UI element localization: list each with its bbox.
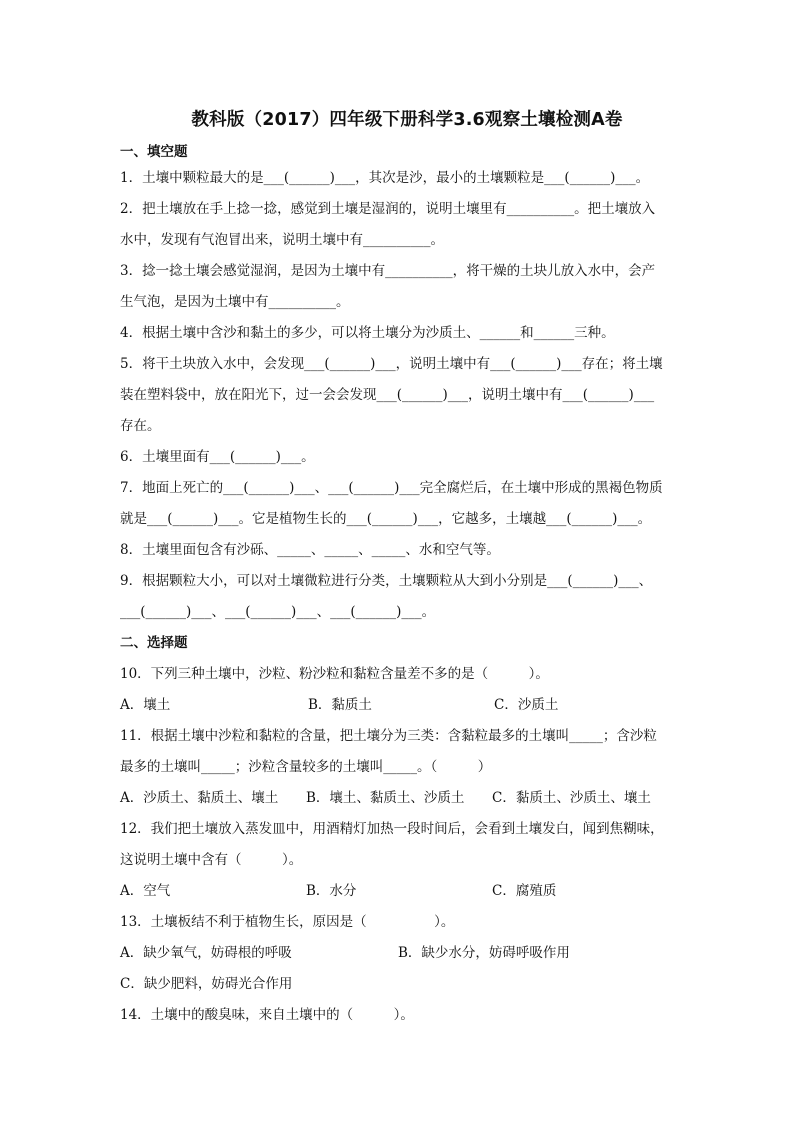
question-4: 4．根据土壤中含沙和黏土的多少，可以将土壤分为沙质土、______和______三种。 (120, 325, 615, 341)
q12-option-b: B．水分 (306, 883, 357, 899)
q12-option-a: A．空气 (120, 883, 171, 899)
question-12-line-2: 这说明土壤中含有（ ）。 (120, 852, 303, 868)
q11-option-a: A．沙质土、黏质土、壤土 (120, 790, 279, 806)
section-fill-in: 一、填空题 (120, 144, 188, 160)
question-3-line-2: 生气泡，是因为土壤中有__________。 (120, 294, 350, 310)
question-7-line-1: 7．地面上死亡的___(______)___、___(______)___完全腐烂后，在土壤中形成的黑褐色物质 (120, 480, 663, 496)
q10-option-c: C．沙质土 (494, 697, 559, 713)
q10-option-a: A．壤土 (120, 697, 171, 713)
question-12-options (120, 876, 714, 907)
question-2-line-1: 2．把土壤放在手上捻一捻，感觉到土壤是湿润的，说明土壤里有__________。把土壤放入 (120, 201, 656, 217)
question-12-line-1: 12．我们把土壤放入蒸发皿中，用酒精灯加热一段时间后，会看到土壤发白，闻到焦糊味， (120, 821, 664, 837)
document-title: 教科版（2017）四年级下册科学3.6观察土壤检测A卷 (191, 110, 623, 130)
question-3-line-1: 3．捻一捻土壤会感觉湿润，是因为土壤中有__________，将干燥的土块儿放入水中，会产 (120, 263, 656, 279)
question-1: 1．土壤中颗粒最大的是___(______)___，其次是沙，最小的土壤颗粒是___(______)___。 (120, 170, 650, 186)
q11-option-c: C．黏质土、沙质土、壤土 (492, 790, 651, 806)
q11-option-b: B．壤土、黏质土、沙质土 (306, 790, 465, 806)
question-10: 10．下列三种土壤中，沙粒、粉沙粒和黏粒含量差不多的是（ ）。 (120, 666, 549, 682)
q10-option-b: B．黏质土 (308, 697, 372, 713)
question-13: 13．土壤板结不利于植物生长，原因是（ ）。 (120, 914, 455, 930)
question-14: 14．土壤中的酸臭味，来自土壤中的（ ）。 (120, 1007, 414, 1023)
q13-option-a: A．缺少氧气，妨碍根的呼吸 (120, 945, 292, 961)
question-10-options (120, 690, 714, 721)
section-multiple-choice: 二、选择题 (120, 635, 188, 651)
question-2-line-2: 水中，发现有气泡冒出来，说明土壤中有__________。 (120, 232, 444, 248)
q12-option-c: C．腐殖质 (492, 883, 557, 899)
question-7-line-2: 就是___(______)___。它是植物生长的___(______)___，它越多，土壤越___(______)___。 (120, 511, 652, 527)
question-9-line-1: 9．根据颗粒大小，可以对土壤微粒进行分类，土壤颗粒从大到小分别是___(______)___、 (120, 573, 653, 589)
question-11-options (120, 783, 714, 814)
q13-option-c: C．缺少肥料，妨碍光合作用 (120, 976, 293, 992)
question-5-line-2: 装在塑料袋中，放在阳光下，过一会会发现___(______)___，说明土壤中有___(______)___ (120, 387, 655, 403)
question-11-line-1: 11．根据土壤中沙粒和黏粒的含量，把土壤分为三类：含黏粒最多的土壤叫_____；含沙粒 (120, 728, 657, 744)
question-5-line-1: 5．将干土块放入水中，会发现___(______)___，说明土壤中有___(______)___存在；将土壤 (120, 356, 663, 372)
question-13-options (120, 938, 714, 969)
question-8: 8．土壤里面包含有沙砾、_____、_____、_____、水和空气等。 (120, 542, 500, 558)
q13-option-b: B．缺少水分，妨碍呼吸作用 (398, 945, 570, 961)
question-9-line-2: ___(______)___、___(______)___、___(______)___。 (120, 604, 436, 620)
question-6: 6．土壤里面有___(______)___。 (120, 449, 315, 465)
question-11-line-2: 最多的土壤叫_____；沙粒含量较多的土壤叫_____。（ ） (120, 759, 492, 775)
question-5-line-3: 存在。 (120, 418, 161, 434)
